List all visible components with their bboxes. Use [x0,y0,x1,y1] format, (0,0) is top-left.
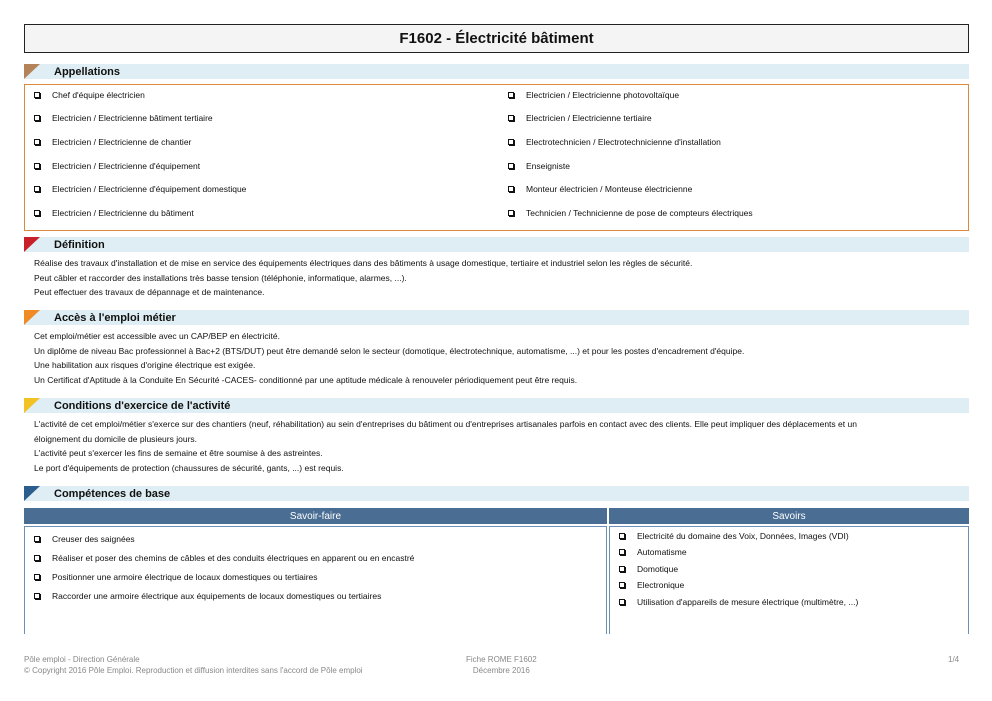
checkbox-icon [34,555,40,561]
list-item: Creuser des saignées [34,534,135,544]
list-item: Automatisme [619,547,687,557]
checkbox-icon [34,210,40,216]
footer-fiche: Fiche ROME F1602 [466,655,537,664]
savoir-faire-header: Savoir-faire [24,508,607,524]
list-item: Technicien / Technicienne de pose de compteurs électriques [508,208,753,218]
list-item: Electricien / Electricienne bâtiment tertiaire [34,113,213,123]
definition-text: Réalise des travaux d'installation et de mise en service des équipements électriques dans des bâtiments à usage domestique, tertiaire et industriel selon les règles de sécurité. Peut câbler et raccorder des installations très basse tension (téléphonie, informatique, alarmes, ...). Peut effectuer des travaux de dépannage et de maintenance. [34,258,693,297]
section-acces [24,310,969,325]
list-item: Raccorder une armoire électrique aux équipements de locaux domestiques ou tertiaires [34,591,381,601]
list-item: Réaliser et poser des chemins de câbles et des conduits électriques en apparent ou en encastré [34,553,414,563]
list-item: Domotique [619,564,678,574]
section-title: Appellations [54,65,121,78]
section-conditions [24,398,969,413]
list-item: Utilisation d'appareils de mesure électrique (multimètre, ...) [619,597,858,607]
section-title: Définition [54,238,105,251]
checkbox-icon [34,593,40,599]
list-item: Electricité du domaine des Voix, Données, Images (VDI) [619,531,849,541]
list-item: Electricien / Electricienne tertiaire [508,113,652,123]
list-item: Electricien / Electricienne de chantier [34,137,191,147]
checkbox-icon [508,115,514,121]
acces-text: Cet emploi/métier est accessible avec un CAP/BEP en électricité. Un diplôme de niveau Bac professionnel à Bac+2 (BTS/DUT) peut être demandé selon le secteur (domotique, électrotechnique, automatisme, ...) et pour les postes d'encadrement d'équipe. Une habilitation aux risques d'origine électrique est exigée. Un Certificat d'Aptitude à la Conduite En Sécurité -CACES- conditionné par une aptitude médicale à renouveler périodiquement peut être requis. [34,331,745,385]
section-title: Conditions d'exercice de l'activité [54,399,231,412]
list-item: Electricien / Electricienne du bâtiment [34,208,194,218]
list-item: Positionner une armoire électrique de locaux domestiques ou tertiaires [34,572,318,582]
checkbox-icon [619,582,625,588]
checkbox-icon [619,549,625,555]
checkbox-icon [34,536,40,542]
footer-date: Décembre 2016 [472,666,530,675]
footer-copyright: © Copyright 2016 Pôle Emploi. Reproduction et diffusion interdites sans l'accord de Pôle emploi [24,666,363,675]
conditions-text: L'activité de cet emploi/métier s'exerce sur des chantiers (neuf, réhabilitation) au sein d'entreprises du bâtiment ou d'entreprises artisanales parfois en contact avec des clients. Elle peut impliquer des déplacements et un éloignement du domicile de plusieurs jours. L'activité peut s'exercer les fins de semaine et être soumise à des astreintes. Le port d'équipements de protection (chaussures de sécurité, gants, ...) est requis. [34,419,857,473]
list-item: Electricien / Electricienne d'équipement [34,161,200,171]
appellations-box [24,84,969,231]
list-item: Enseigniste [508,161,570,171]
list-item: Monteur électricien / Monteuse électricienne [508,184,692,194]
section-marker-icon [24,310,40,325]
footer-left [24,654,363,676]
savoirs-header: Savoirs [609,508,969,524]
list-item: Electronique [619,580,684,590]
checkbox-icon [34,115,40,121]
section-marker-icon [24,237,40,252]
section-competences [24,486,969,501]
list-item: Electricien / Electricienne photovoltaïque [508,90,679,100]
footer-center [466,654,537,676]
section-marker-icon [24,486,40,501]
section-marker-icon [24,64,40,79]
page-number: 1/4 [948,655,960,664]
list-item: Electricien / Electricienne d'équipement domestique [34,184,246,194]
checkbox-icon [508,210,514,216]
checkbox-icon [34,139,40,145]
checkbox-icon [619,566,625,572]
list-item: Chef d'équipe électricien [34,90,145,100]
checkbox-icon [508,163,514,169]
checkbox-icon [34,92,40,98]
checkbox-icon [34,163,40,169]
section-title: Compétences de base [54,487,171,500]
checkbox-icon [508,92,514,98]
list-item: Electrotechnicien / Electrotechnicienne d'installation [508,137,721,147]
section-definition [24,237,969,252]
checkbox-icon [508,139,514,145]
savoir-faire-column [24,526,607,634]
savoirs-column [609,526,969,634]
footer-org: Pôle emploi - Direction Générale [24,655,140,664]
checkbox-icon [34,574,40,580]
checkbox-icon [619,599,625,605]
page-title: F1602 - Électricité bâtiment [24,24,969,53]
section-title: Accès à l'emploi métier [54,311,176,324]
section-marker-icon [24,398,40,413]
section-appellations [24,64,969,79]
checkbox-icon [34,186,40,192]
checkbox-icon [619,533,625,539]
checkbox-icon [508,186,514,192]
